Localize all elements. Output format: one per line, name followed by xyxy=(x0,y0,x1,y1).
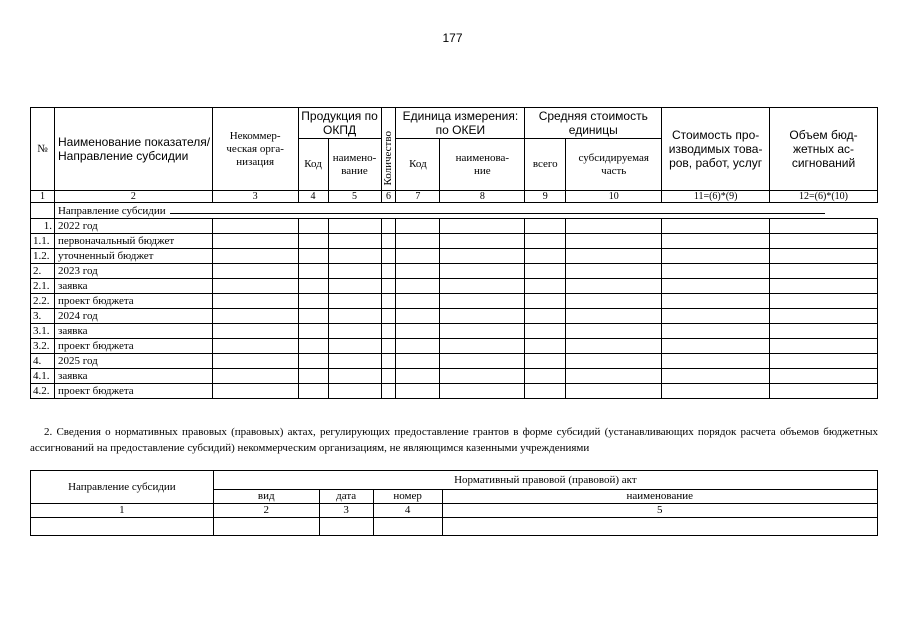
row-number: 2. xyxy=(31,264,55,279)
table-cell xyxy=(440,384,525,399)
table-cell xyxy=(566,294,662,309)
row-label: проект бюджета xyxy=(54,384,212,399)
table-cell xyxy=(381,384,396,399)
table-cell xyxy=(662,354,770,369)
table-cell xyxy=(328,219,381,234)
column-numbers-row xyxy=(31,191,878,203)
row-number: 4.2. xyxy=(31,384,55,399)
table-cell xyxy=(566,219,662,234)
table-cell xyxy=(298,279,328,294)
table-cell xyxy=(396,234,440,249)
header-act: Нормативный правовой (правовой) акт xyxy=(213,471,877,490)
row-label: заявка xyxy=(54,324,212,339)
table-cell xyxy=(566,354,662,369)
header-okpd-code: Код xyxy=(298,139,328,191)
table-cell xyxy=(770,339,878,354)
table-cell xyxy=(381,294,396,309)
row-number: 3. xyxy=(31,309,55,324)
table-cell xyxy=(440,339,525,354)
table-cell xyxy=(298,324,328,339)
table-cell xyxy=(328,309,381,324)
row-label: проект бюджета xyxy=(54,339,212,354)
table-cell xyxy=(328,264,381,279)
table-cell xyxy=(381,234,396,249)
table-cell xyxy=(396,219,440,234)
header-indicator: Наименование показателя/ Направление субсидии xyxy=(54,108,212,191)
table-cell xyxy=(328,234,381,249)
row-label: 2025 год xyxy=(54,354,212,369)
table-row xyxy=(31,249,878,264)
table-cell xyxy=(396,339,440,354)
row-label: уточненный бюджет xyxy=(54,249,212,264)
table-cell xyxy=(525,339,566,354)
header-goods-cost: Стоимость про-изводимых това-ров, работ, услуг xyxy=(662,108,770,191)
table-cell xyxy=(381,339,396,354)
table-cell xyxy=(396,324,440,339)
table-cell xyxy=(525,279,566,294)
table-row xyxy=(31,234,878,249)
table-cell xyxy=(298,309,328,324)
table-cell xyxy=(328,279,381,294)
table-cell xyxy=(396,249,440,264)
table-cell xyxy=(381,279,396,294)
table-cell xyxy=(212,264,298,279)
table-cell xyxy=(440,324,525,339)
table-cell xyxy=(662,264,770,279)
row-number: 3.2. xyxy=(31,339,55,354)
table-cell xyxy=(381,264,396,279)
table-cell xyxy=(440,354,525,369)
section-2-text: 2. Сведения о нормативных правовых (правовых) актах, регулирующих предоставление грантов в форме субсидий (устанавливающих порядок расчета объемов бюджетных ассигнований на предоставление субсидий) некоммерческим организациям, не являющимся казенными учреждениями xyxy=(30,426,878,454)
direction-fill-line xyxy=(170,203,825,214)
table-cell xyxy=(298,249,328,264)
row-number: 1.1. xyxy=(31,234,55,249)
table-cell xyxy=(381,219,396,234)
row-number: 3.1. xyxy=(31,324,55,339)
col-number: 1 xyxy=(31,191,55,203)
table-cell xyxy=(662,324,770,339)
table-cell xyxy=(212,339,298,354)
table-cell xyxy=(662,294,770,309)
header-avg-subsidy: субсидируемая часть xyxy=(566,139,662,191)
quantity-vertical-label: Количество xyxy=(381,131,394,186)
table-cell xyxy=(212,249,298,264)
table-cell xyxy=(770,264,878,279)
header-unit-code: Код xyxy=(396,139,440,191)
table-cell xyxy=(396,384,440,399)
table-row xyxy=(31,369,878,384)
table-cell xyxy=(525,294,566,309)
header-date: дата xyxy=(319,490,373,504)
table-cell xyxy=(525,249,566,264)
table-row xyxy=(31,339,878,354)
table-cell xyxy=(440,234,525,249)
table-cell xyxy=(212,219,298,234)
row-label: 2023 год xyxy=(54,264,212,279)
col-number: 8 xyxy=(440,191,525,203)
header-organization: Некоммер-ческая орга-низация xyxy=(212,108,298,191)
table-cell xyxy=(396,264,440,279)
table-cell xyxy=(440,294,525,309)
table-cell xyxy=(662,339,770,354)
table-row xyxy=(31,309,878,324)
header-direction: Направление субсидии xyxy=(31,471,214,504)
table-cell xyxy=(566,324,662,339)
table-cell xyxy=(662,219,770,234)
col-number: 7 xyxy=(396,191,440,203)
header-quantity xyxy=(381,108,396,191)
row-label: 2024 год xyxy=(54,309,212,324)
header-okpd-name: наимено-вание xyxy=(328,139,381,191)
table-cell xyxy=(566,309,662,324)
table-cell xyxy=(212,294,298,309)
table-cell xyxy=(566,249,662,264)
header-unit: Единица измерения: по ОКЕИ xyxy=(396,108,525,139)
direction-row xyxy=(31,203,878,219)
col-number: 12=(6)*(10) xyxy=(770,191,878,203)
table-cell xyxy=(298,354,328,369)
col-number: 6 xyxy=(381,191,396,203)
table-cell xyxy=(566,279,662,294)
table-cell xyxy=(328,369,381,384)
table-cell xyxy=(212,354,298,369)
row-label: заявка xyxy=(54,369,212,384)
table-cell xyxy=(212,309,298,324)
table-cell xyxy=(381,354,396,369)
table-row xyxy=(31,294,878,309)
table-cell xyxy=(396,354,440,369)
row-number: 2.2. xyxy=(31,294,55,309)
table-cell xyxy=(298,264,328,279)
table-cell xyxy=(662,369,770,384)
row-label: 2022 год xyxy=(54,219,212,234)
table-cell xyxy=(525,219,566,234)
table-cell xyxy=(212,369,298,384)
header-budget: Объем бюд-жетных ас-сигнований xyxy=(770,108,878,191)
header-okpd: Продукция по ОКПД xyxy=(298,108,381,139)
col-number: 11=(6)*(9) xyxy=(662,191,770,203)
table-cell xyxy=(298,384,328,399)
table-cell xyxy=(298,294,328,309)
table-cell xyxy=(298,369,328,384)
table-cell xyxy=(662,279,770,294)
table-cell xyxy=(328,339,381,354)
row-label: заявка xyxy=(54,279,212,294)
row-number: 4.1. xyxy=(31,369,55,384)
table-cell xyxy=(298,339,328,354)
row-number: 4. xyxy=(31,354,55,369)
column-numbers-row xyxy=(31,504,878,518)
table-row xyxy=(31,324,878,339)
table-cell xyxy=(525,354,566,369)
table-cell xyxy=(662,234,770,249)
page-number: 177 xyxy=(442,31,463,45)
table-cell xyxy=(328,354,381,369)
col-number: 4 xyxy=(373,504,442,518)
table-cell xyxy=(566,339,662,354)
header-avg-cost: Средняя стоимость единицы xyxy=(525,108,662,139)
table-cell xyxy=(396,294,440,309)
row-number: 1. xyxy=(31,219,55,234)
table-row xyxy=(31,354,878,369)
table-cell xyxy=(566,369,662,384)
table-cell xyxy=(566,234,662,249)
col-number: 9 xyxy=(525,191,566,203)
table-cell xyxy=(298,219,328,234)
header-number: номер xyxy=(373,490,442,504)
table-cell xyxy=(212,324,298,339)
table-cell xyxy=(770,384,878,399)
col-number: 2 xyxy=(213,504,319,518)
table-cell xyxy=(566,264,662,279)
header-name: наименование xyxy=(442,490,877,504)
table-cell xyxy=(381,369,396,384)
table-cell xyxy=(212,384,298,399)
table-cell xyxy=(440,249,525,264)
table-cell xyxy=(770,294,878,309)
col-number: 5 xyxy=(328,191,381,203)
table-cell xyxy=(525,264,566,279)
row-number: 2.1. xyxy=(31,279,55,294)
table-cell xyxy=(381,249,396,264)
table-cell xyxy=(440,369,525,384)
col-number: 10 xyxy=(566,191,662,203)
table-cell xyxy=(328,249,381,264)
table-cell xyxy=(298,234,328,249)
table-cell xyxy=(770,309,878,324)
col-number: 4 xyxy=(298,191,328,203)
col-number: 1 xyxy=(31,504,214,518)
table-row xyxy=(31,384,878,399)
table-cell xyxy=(440,219,525,234)
header-avg-total: всего xyxy=(525,139,566,191)
table-cell xyxy=(770,369,878,384)
header-unit-name: наименова-ние xyxy=(440,139,525,191)
table-cell xyxy=(566,384,662,399)
table-cell xyxy=(328,294,381,309)
direction-label: Направление субсидии xyxy=(57,205,166,217)
col-number: 5 xyxy=(442,504,877,518)
table-cell xyxy=(770,354,878,369)
table-cell xyxy=(525,384,566,399)
col-number: 3 xyxy=(212,191,298,203)
col-number: 3 xyxy=(319,504,373,518)
table-cell xyxy=(328,384,381,399)
table-cell xyxy=(212,234,298,249)
table-cell xyxy=(662,249,770,264)
normative-acts-table xyxy=(30,470,878,536)
table-row xyxy=(31,279,878,294)
table-cell xyxy=(770,234,878,249)
row-label: проект бюджета xyxy=(54,294,212,309)
table-cell xyxy=(662,384,770,399)
table-cell xyxy=(440,279,525,294)
table-cell xyxy=(396,279,440,294)
table-cell xyxy=(396,309,440,324)
table-row xyxy=(31,264,878,279)
table-cell xyxy=(328,324,381,339)
table-cell xyxy=(525,234,566,249)
table-cell xyxy=(770,324,878,339)
table-cell xyxy=(381,309,396,324)
table-cell xyxy=(381,324,396,339)
table-cell xyxy=(440,309,525,324)
table-cell xyxy=(396,369,440,384)
budget-indicators-table xyxy=(30,107,878,399)
table-cell xyxy=(212,279,298,294)
table-cell xyxy=(525,309,566,324)
row-label: первоначальный бюджет xyxy=(54,234,212,249)
table-cell xyxy=(525,324,566,339)
table-cell xyxy=(770,279,878,294)
table-cell xyxy=(770,249,878,264)
header-kind: вид xyxy=(213,490,319,504)
table-row xyxy=(31,219,878,234)
table-cell xyxy=(770,219,878,234)
table-cell xyxy=(525,369,566,384)
row-number: 1.2. xyxy=(31,249,55,264)
table-cell xyxy=(662,309,770,324)
empty-row xyxy=(31,518,878,536)
col-number: 2 xyxy=(54,191,212,203)
header-no: № xyxy=(31,108,55,191)
table-cell xyxy=(440,264,525,279)
